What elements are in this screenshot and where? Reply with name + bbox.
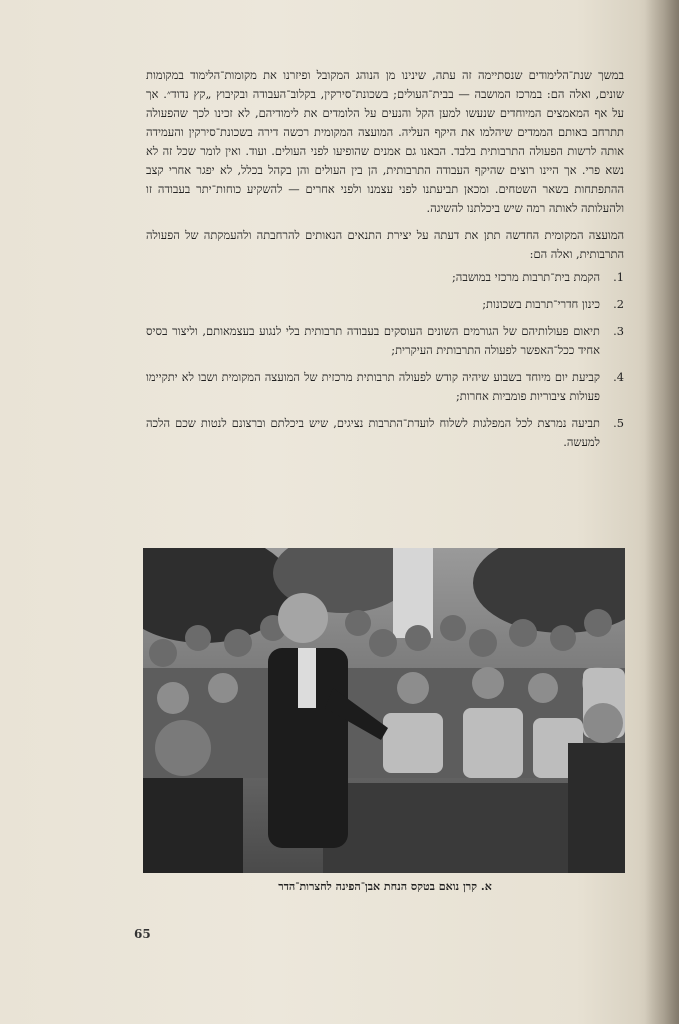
photo-caption: א. קרן נואם בטקס הנחת אבן־הפינה לחצרות־הדר: [278, 880, 492, 893]
list-item-text: תיאום פעולותיהם של הגורמים השונים העוסקים בעבודה תרבותית בלי לנגוע בעצמאותם, וליצור בסיס אחיד ככל־האפשר לפעולה התרבותית העיקרית;: [146, 324, 600, 357]
list-item: [146, 414, 624, 452]
list-item-number: 3.: [613, 324, 624, 338]
list-item-number: 2.: [613, 297, 624, 311]
list-item-text: קביעת יום מיוחד בשבוע שיהיה קודש לפעולה תרבותית מרכזית של המועצה המקומית ושבו לא יתקיימו פעולות ציבוריות פומביות אחרות;: [146, 370, 600, 403]
list-item-text: הקמת בית־תרבות מרכזי במושבה;: [451, 270, 600, 284]
crowd-photograph: [143, 548, 625, 873]
paragraph-2: המועצה המקומית החדשה תתן את דעתה על יצירת התנאים הנאותים להרחבתה ולהעמקתה של הפעולה התרבותית, ואלה הם:: [146, 228, 624, 261]
photo-illustration: [143, 548, 625, 873]
list-item-number: 1.: [613, 270, 624, 284]
list-item: [146, 295, 624, 314]
body-text: [146, 66, 624, 460]
list-item-number: 5.: [613, 416, 624, 430]
list-item: [146, 322, 624, 360]
list-item: [146, 268, 624, 287]
list-item-number: 4.: [613, 370, 624, 384]
list-item: [146, 368, 624, 406]
page-number: 65: [134, 927, 151, 941]
paragraph-1: במשך שנת־הלימודים שנסתיימה זה עתה, שינינו מן הנוהג המקובל ופיזרנו את מקומות־הלימוד במקומות שונים, ואלה הם: במרכז המושבה — בבית־העולים; בשכונת־סירקין, בקלוב־העבודה ובקיבוץ „קץ נדוד״. אך על אף המאמצים המיוחדים שנעשו למען הקל והנעים על הלומדים את לימודיהם, לא זכינו לכך שהפעולה תתרחב באותם הממדים שיהלמו את היקף העליה. המועצה המקומית רכשה דירה בשכונת־סירקין והעמידה אותה לרשות הפעולה התרבותית בלבד. הבאנו גם אמנים שהופיעו לפני העולים. ועוד. ואין לומר שכל זה לא נשא פרי. אך היינו רוצים שהיקף העבודה התרבותית, הן בין העולים והן בקהל בכלל, לא יפגר אחרי קצב ההתפתחות בשאר השטחים. ומכאן תביעתנו לפני עצמנו ולפני אחרים — להשקיע כוחות־יתר בעבודה זו ולהעלותה לאותה רמה שיש ביכלתנו להשיגה.: [146, 68, 624, 215]
conditions-list: [146, 268, 624, 452]
list-item-text: תביעה נמרצת לכל המפלגות לשלוח לועדת־התרבות נציגים, שיש ביכלתם וברצונם לנטות שכם הלכה למעשה.: [146, 416, 600, 449]
book-spine-shadow: [645, 0, 679, 1024]
list-item-text: כינון חדרי־תרבות בשכונות;: [482, 297, 600, 311]
